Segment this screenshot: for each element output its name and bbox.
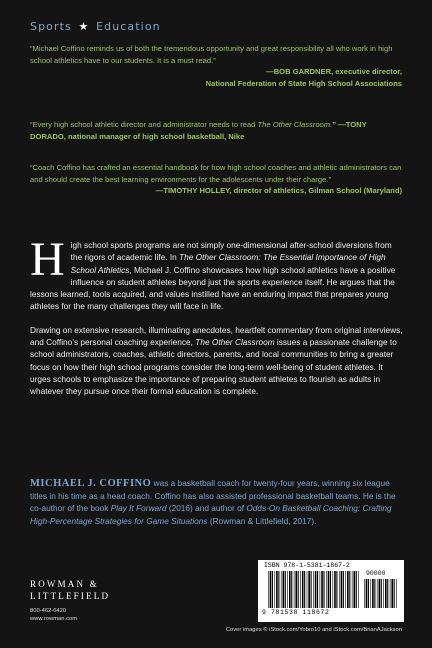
- barcode-bar: [354, 571, 356, 608]
- barcode-bar: [283, 571, 285, 608]
- barcode-bar: [390, 579, 391, 608]
- barcode-bar: [368, 579, 369, 608]
- barcode-bar: [295, 571, 297, 608]
- barcode-bar: [387, 579, 388, 608]
- endorsement-quote-3: [30, 162, 402, 197]
- image-credit: Cover images © iStock.com/Yobro10 and iStock.com/BrianAJackson: [225, 627, 402, 633]
- barcode-bar: [366, 579, 368, 608]
- description-text: Drawing on extensive research, illuminating anecdotes, heartfelt commentary from original interviews, and Coffino’s personal coaching experience,: [30, 324, 403, 348]
- barcode-bar: [347, 571, 349, 608]
- barcode-bar: [278, 571, 279, 608]
- book-title: The Other Classroom: The Essential Importance of High School Athletics: [70, 252, 386, 275]
- barcode-bar: [321, 571, 323, 608]
- dropcap: H: [30, 233, 65, 286]
- barcode-bar: [352, 571, 353, 608]
- barcode-bar: [356, 571, 357, 608]
- barcode-bar: [370, 579, 371, 608]
- barcode-bar: [379, 579, 381, 608]
- barcode-bar: [311, 571, 312, 608]
- quote-text: “Michael Coffino reminds us of both the tremendous opportunity and great responsibility all who work in high school athletics have to our students. It is a must read.”: [30, 44, 393, 65]
- barcode-bar: [343, 571, 344, 608]
- barcode-bar: [308, 571, 310, 608]
- barcode-bar: [274, 571, 275, 608]
- barcode-bar: [364, 579, 365, 608]
- barcode-number: 9 781538 118672: [262, 609, 330, 616]
- barcode-price-code: 90000: [366, 570, 386, 577]
- barcode-bar: [315, 571, 317, 608]
- barcode-bar: [320, 571, 321, 608]
- barcode-bar: [349, 571, 350, 608]
- quote-attribution-org: National Federation of State High School Associations: [205, 78, 402, 88]
- publisher-logo: [30, 578, 110, 602]
- barcode-bar: [385, 579, 387, 608]
- barcode-bar: [272, 571, 273, 608]
- publisher-url: www.rowman.com: [30, 616, 78, 622]
- publisher-logo-line-2: LITTLEFIELD: [30, 591, 111, 601]
- barcode-bar: [345, 571, 346, 608]
- barcode-bar: [383, 579, 384, 608]
- barcode: [258, 560, 404, 622]
- category-education: Education: [96, 20, 161, 33]
- barcode-bar: [334, 571, 336, 608]
- barcode-bar: [377, 579, 378, 608]
- barcode-bar: [291, 571, 292, 608]
- barcode-bar: [339, 571, 340, 608]
- description-text: issues a passionate challenge to school administrators, coaches, athletic directors, parents, and local communities to bring a greater focus on how their high school programs consider the long-term well-being of student athletes. It urges schools to emphasize the importance of preparing student athletes to flourish as adults in whatever they pursue once their formal education is complete.: [30, 337, 397, 397]
- barcode-bar: [294, 571, 295, 608]
- isbn-text: ISBN 978-1-5381-1867-2: [264, 562, 350, 569]
- barcode-bar: [381, 579, 382, 608]
- barcode-bar: [372, 579, 374, 608]
- barcode-bar: [270, 571, 272, 608]
- category-label: [30, 20, 161, 33]
- barcode-bar: [298, 571, 299, 608]
- publisher-phone: 800-462-6420: [30, 608, 67, 614]
- quote-book-title: The Other Classroom.: [257, 120, 333, 129]
- barcode-price-bars: [364, 579, 398, 608]
- description-paragraph-1: [30, 233, 404, 313]
- barcode-bar: [358, 571, 359, 608]
- barcode-bar: [391, 579, 393, 608]
- author-bio: [30, 477, 404, 527]
- barcode-bar: [287, 571, 288, 608]
- barcode-bar: [333, 571, 334, 608]
- book-description: [30, 233, 404, 398]
- barcode-bar: [302, 571, 304, 608]
- publisher-contact: [30, 607, 77, 623]
- bio-text: was a basketball coach for twenty-four years, winning six league titles in his time as a head coach. Coffino has also assisted professional basketball teams. He is the co-author of the book: [30, 478, 396, 514]
- bio-text: (Rowman & Littlefield, 2017).: [207, 515, 317, 526]
- barcode-bars: [268, 571, 360, 608]
- barcode-bar: [330, 571, 331, 608]
- description-text: igh school sports programs are not simply one-dimensional after-school diversions from the rigors of academic life. In: [70, 240, 392, 263]
- barcode-bar: [336, 571, 337, 608]
- quote-attribution: ” —TONY DORADO, national manager of high school basketball, Nike: [30, 120, 367, 141]
- bio-book-title: Play It Forward: [110, 503, 167, 514]
- endorsement-quote-1: [30, 43, 402, 89]
- quote-text: “Coach Coffino has crafted an essential handbook for how high school coaches and athletic administrators can and should create the best learning environments for the adolescents under their charge.”: [30, 163, 402, 184]
- publisher-logo-line-1: ROWMAN &: [30, 579, 99, 589]
- book-title: The Other Classroom: [195, 337, 275, 348]
- quote-text: “Every high school athletic director and administrator needs to read: [30, 120, 258, 129]
- barcode-bar: [374, 579, 375, 608]
- quote-attribution: —BOB GARDNER, executive director,: [266, 67, 402, 77]
- barcode-bar: [281, 571, 282, 608]
- barcode-bar: [328, 571, 330, 608]
- bio-text: (2016) and author of: [166, 503, 247, 514]
- quote-attribution: —TIMOTHY HOLLEY, director of athletics, Gilman School (Maryland): [155, 186, 402, 196]
- barcode-bar: [396, 579, 397, 608]
- barcode-bar: [323, 571, 324, 608]
- description-paragraph-2: [30, 324, 404, 398]
- author-name: MICHAEL J. COFFINO: [30, 478, 152, 489]
- barcode-bar: [307, 571, 308, 608]
- description-text: , Michael J. Coffino showcases how high school athletics have a positive influence on student athletes beyond just the sports experience itself. He argues that the lessons learned, tools acquired, and values instilled have an enduring impact that prepares young athletes for the many challenges they will face in life.: [30, 264, 396, 312]
- barcode-bar: [300, 571, 301, 608]
- star-icon: ★: [78, 20, 90, 33]
- bio-book-title: Odds-On Basketball Coaching: Crafting High-Percentage Strategies for Game Situations: [30, 503, 392, 526]
- barcode-bar: [304, 571, 305, 608]
- barcode-bar: [276, 571, 278, 608]
- barcode-bar: [326, 571, 327, 608]
- barcode-bar: [285, 571, 286, 608]
- endorsement-quote-2: [30, 119, 402, 142]
- barcode-bar: [317, 571, 318, 608]
- category-sports: Sports: [30, 20, 72, 33]
- barcode-bar: [313, 571, 314, 608]
- barcode-bar: [341, 571, 343, 608]
- barcode-bar: [394, 579, 395, 608]
- barcode-bar: [289, 571, 291, 608]
- barcode-bar: [268, 571, 269, 608]
